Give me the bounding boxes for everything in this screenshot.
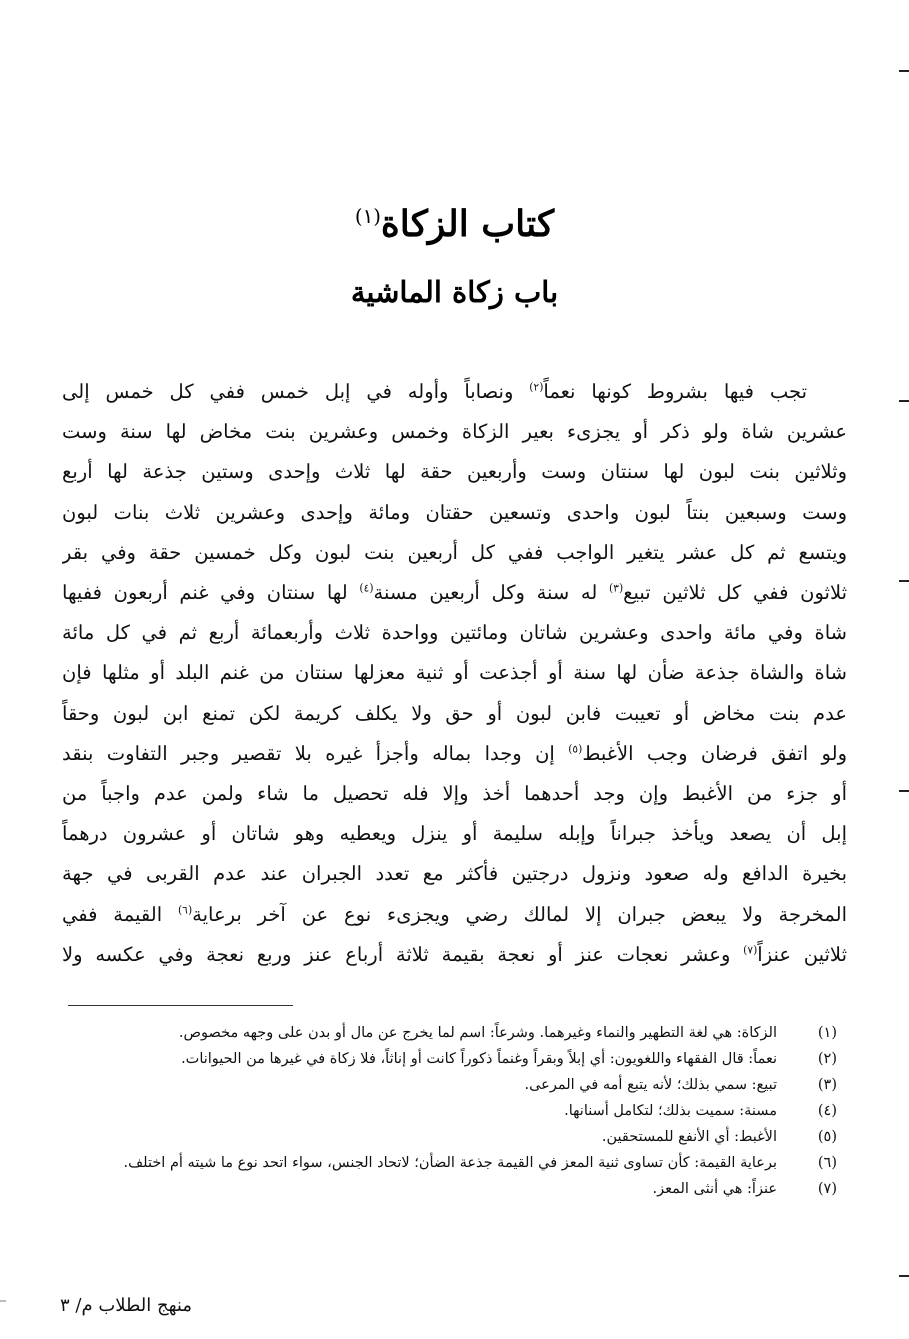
edge-mark [899, 400, 909, 402]
edge-mark [899, 790, 909, 792]
body-text-segment: ثلاثون ففي كل ثلاثين تبيع [623, 581, 847, 605]
footnote-ref: (٧) [743, 943, 758, 957]
body-line [62, 452, 847, 492]
body-line [62, 372, 847, 412]
footnote [60, 1020, 847, 1046]
body-text-segment: أو جزء من الأغبط وإن وجد أحدهما أخذ وإلا فله تحصيل ما شاء ولمن عدم واجباً من [62, 782, 847, 806]
body-line [62, 854, 847, 894]
footnote-ref: (٣) [609, 581, 624, 595]
footnote-ref: (٦) [177, 903, 193, 917]
body-text-segment: عشرين شاة ولو ذكر أو يجزىء بعير الزكاة وخمس وعشرين بنت مخاض لها سنة وست [62, 420, 847, 444]
body-text-segment: له سنة وكل أربعين مسنة [373, 581, 610, 605]
body-line [62, 493, 847, 533]
body-text-segment: إن وجدا بماله وأجزأ غيره بلا تقصير وجبر التفاوت بنقد [62, 741, 569, 765]
body-text-segment: تجب فيها بشروط كونها نعماً [543, 380, 808, 403]
body-text-segment: وثلاثين بنت لبون لها سنتان وست وأربعين حقة لها ثلاث وإحدى وستين جذعة لها أربع [62, 460, 847, 484]
footnote-number: (٧) [817, 1181, 837, 1197]
body-text-segment: بخيرة الدافع وله صعود ونزول درجتين فأكثر مع تعدد الجبران عند عدم القربى في جهة [62, 862, 847, 886]
chapter-title: باب زكاة الماشية [350, 275, 559, 309]
footnote [60, 1046, 847, 1072]
footnote-text: الزكاة: هي لغة التطهير والنماء وغيرهما. وشرعاً: اسم لما يخرج عن مال أو بدن على وجهه مخصوص. [178, 1025, 777, 1041]
edge-mark [899, 1275, 909, 1277]
body-line [62, 653, 847, 693]
footnote-text: الأغبط: أي الأنفع للمستحقين. [601, 1129, 777, 1145]
edge-mark [899, 580, 909, 582]
page-footer: منهج الطلاب م/ ٣ [60, 1295, 192, 1316]
footnote-ref: (١) [354, 205, 381, 228]
body-line [62, 895, 847, 935]
footnote-text: مسنة: سميت بذلك؛ لتكامل أسنانها. [564, 1103, 777, 1119]
footnote [60, 1072, 847, 1098]
body-text-segment: ولو اتفق فرضان وجب الأغبط [582, 741, 847, 765]
body-line [62, 774, 847, 814]
footnote-text: تبيع: سمي بذلك؛ لأنه يتبع أمه في المرعى. [524, 1077, 777, 1093]
body-text-segment: عدم بنت مخاض أو تعيبت فابن لبون أو حق ولا يكلف كريمة لكن تمنع ابن لبون وحقاً [62, 701, 847, 725]
footnote [60, 1124, 847, 1150]
body-text-segment: ثلاثين عنزاً [757, 942, 847, 966]
body-line [62, 573, 847, 613]
footnote-text: نعماً: قال الفقهاء واللغويون: أي إبلاً وبقراً وغنماً ذكوراً كانت أو إناثاً، فلا زكاة في غيرها من الحيوانات. [181, 1051, 777, 1067]
body-line [62, 533, 847, 573]
body-text-segment: ويتسع ثم كل عشر يتغير الواجب ففي كل أربعين بنت لبون وكل خمسين حقة وفي بقر [62, 540, 847, 564]
book-title-text: كتاب الزكاة [380, 203, 555, 245]
footnote-number: (٦) [817, 1155, 837, 1171]
footnotes [60, 1020, 847, 1202]
body-line [62, 734, 847, 774]
footnote-ref: (٢) [529, 380, 544, 394]
footnote-text: عنزاً: هي أنثى المعز. [652, 1181, 777, 1197]
footnote-number: (٤) [817, 1103, 837, 1119]
body-line [62, 814, 847, 854]
body-text-segment: شاة وفي مائة واحدى وعشرين شاتان ومائتين وواحدة ثلاث وأربعمائة أربع ثم في كل مائة [62, 621, 847, 645]
body-text [62, 372, 847, 975]
body-text-segment: ونصاباً وأوله في إبل خمس ففي كل خمس إلى [62, 380, 530, 403]
body-text-segment: شاة والشاة جذعة ضأن لها سنة أو أجذعت أو ثنية معزلها سنتان من غنم البلد أو مثلها فإن [62, 661, 847, 685]
body-line [62, 694, 847, 734]
footnote-number: (١) [817, 1025, 837, 1041]
body-line [62, 412, 847, 452]
footnote-text: برعاية القيمة: كأن تساوى ثنية المعز في القيمة جذعة الضأن؛ لاتحاد الجنس، سواء اتحد نوع ما شيته أم اختلف. [123, 1155, 777, 1171]
footnote [60, 1098, 847, 1124]
body-text-segment: المخرجة ولا يبعض جبران إلا لمالك رضي ويجزىء نوع عن آخر برعاية [192, 902, 847, 926]
body-line [62, 613, 847, 653]
footnote-ref: (٤) [359, 581, 374, 595]
footnote-number: (٣) [817, 1077, 837, 1093]
book-title [0, 196, 909, 252]
body-text-segment: لها سنتان وفي غنم أربعون ففيها [62, 581, 360, 605]
footnote-divider [68, 1005, 293, 1006]
footnote-number: (٥) [817, 1129, 837, 1145]
body-text-segment: وعشر نعجات عنز أو نعجة بقيمة ثلاثة أرباع عنز وربع نعجة وفي عكسه ولا [62, 942, 744, 966]
body-text-segment: إبل أن يصعد ويأخذ جبراناً وإبله سليمة أو ينزل ويعطيه وهو شاتان أو عشرون درهماً [62, 822, 847, 846]
footnote [60, 1176, 847, 1202]
edge-mark [899, 70, 909, 72]
body-text-segment: القيمة ففي [62, 902, 178, 926]
body-text-segment: وست وسبعين بنتاً لبون واحدى وتسعين حقتان ومائة وإحدى وعشرين ثلاث بنات لبون [62, 500, 847, 524]
edge-mark [0, 1300, 6, 1302]
footnote [60, 1150, 847, 1176]
body-line [62, 935, 847, 975]
footnote-number: (٢) [817, 1051, 837, 1067]
footnote-ref: (٥) [568, 742, 583, 756]
